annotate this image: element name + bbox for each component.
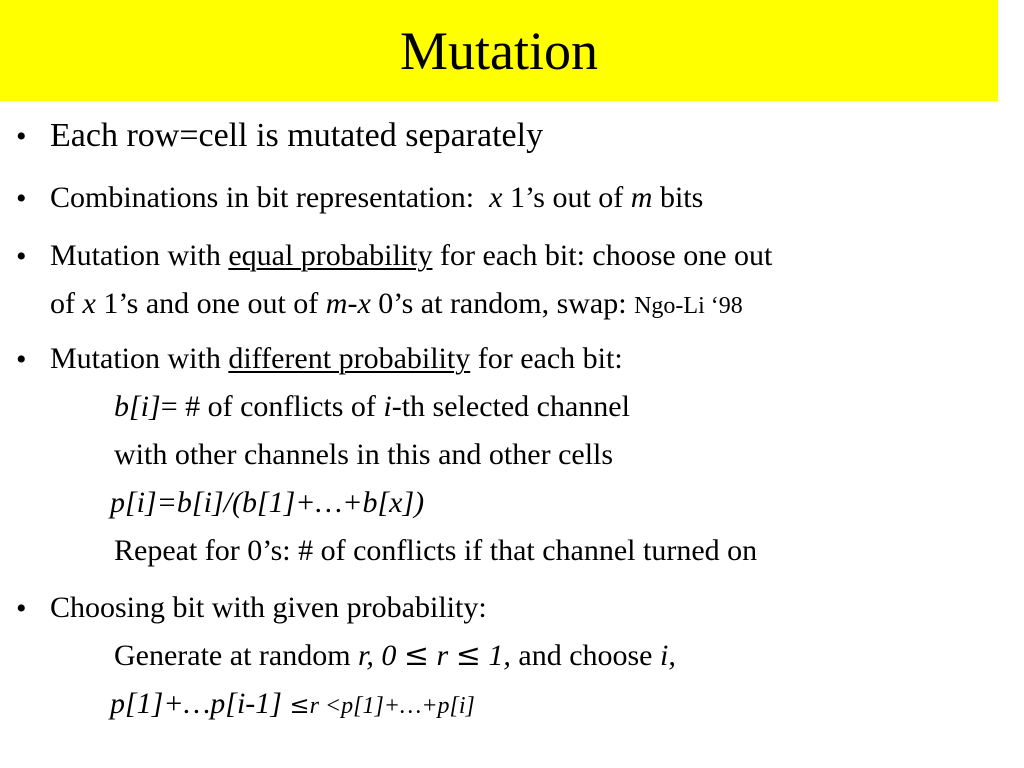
bullet-4-line-4: p[i]=b[i]/(b[1]+…+b[x]) [110,486,425,519]
bullet-4-line-5: Repeat for 0’s: # of conflicts if that channel turned on [114,534,758,567]
bullet-4-line-1: Mutation with different probability for each bit: [50,342,623,375]
bullet-1-marker: • [16,120,27,153]
bullet-5-line-3: p[1]+…p[i-1] ≤r <p[1]+…+p[i] [110,687,475,720]
bullet-3-line-1: Mutation with equal probability for each bit: choose one out [50,239,773,272]
bullet-4-line-3: with other channels in this and other cells [114,438,614,471]
bullet-2-line-1: Combinations in bit representation: x 1’s out of m bits [50,181,704,214]
bullet-2-marker: • [16,182,27,215]
bullet-4-marker: • [16,343,27,376]
bullet-3-line-2: of x 1’s and one out of m-x 0’s at random, swap: Ngo-Li ‘98 [50,287,743,320]
bullet-5-marker: • [16,592,27,625]
bullet-5-line-2: Generate at random r, 0 ≤ r ≤ 1, and choose i, [114,638,676,673]
bullet-1-line-1: Each row=cell is mutated separately [50,117,544,154]
bullet-5-line-1: Choosing bit with given probability: [50,591,487,624]
slide-title: Mutation [400,20,598,81]
bullet-3-marker: • [16,240,27,273]
bullet-4-line-2: b[i]= # of conflicts of i-th selected channel [114,390,630,423]
